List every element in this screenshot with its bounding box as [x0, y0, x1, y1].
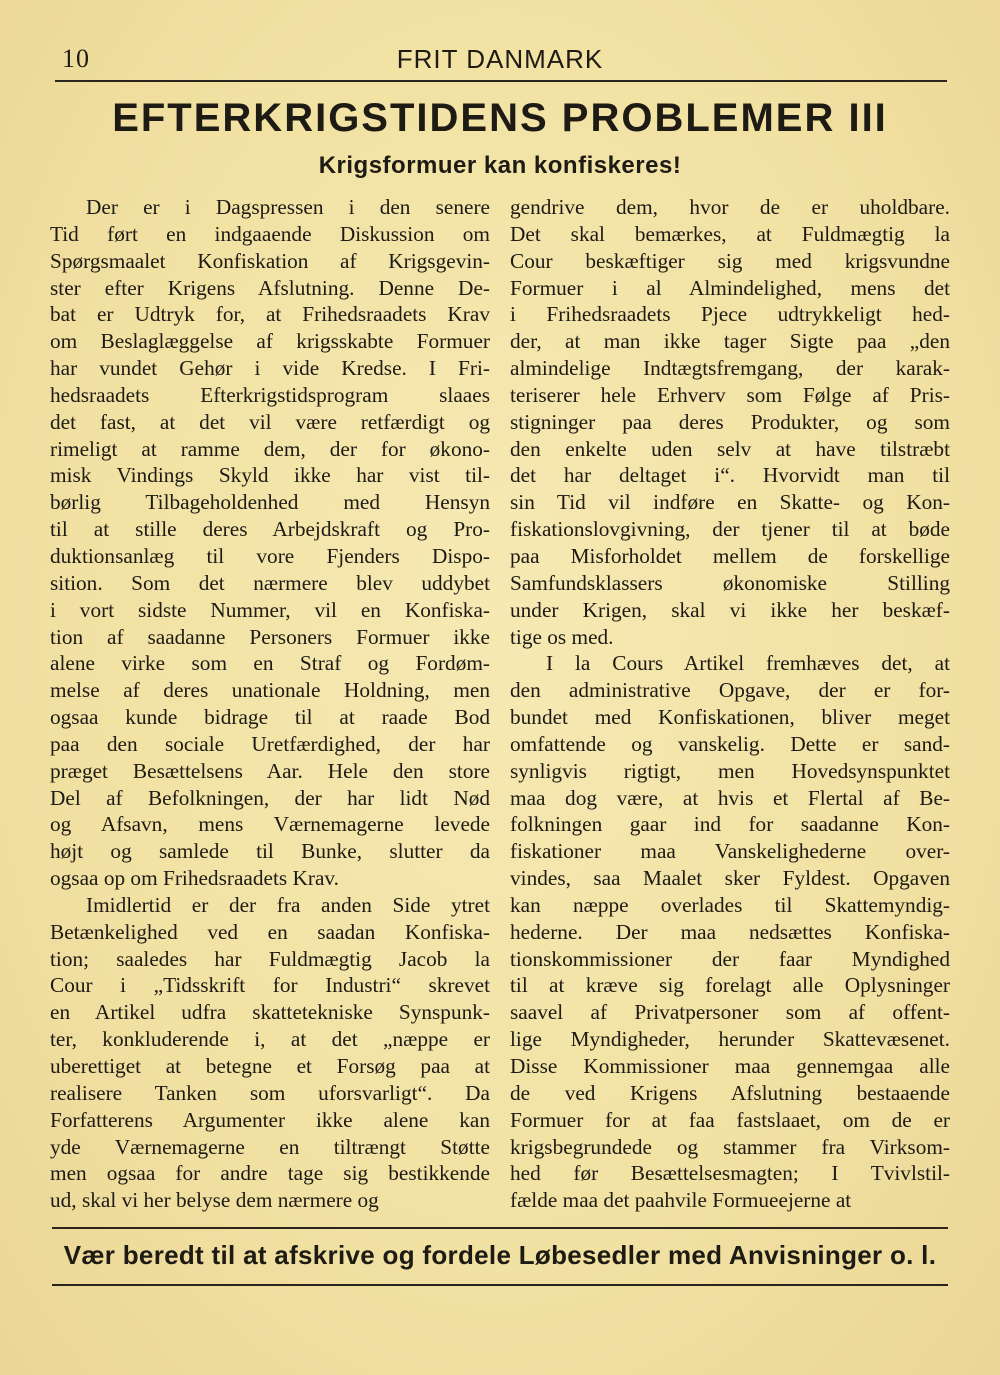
- text-line: i vort sidste Nummer, vil en Konfiska-: [50, 597, 490, 622]
- text-line: præget Besættelsens Aar. Hele den store: [50, 758, 490, 783]
- text-line: under Krigen, skal vi ikke her beskæf-: [510, 597, 950, 622]
- text-line: børlig Tilbageholdenhed med Hensyn: [50, 490, 490, 515]
- text-line: Samfundsklassers økonomiske Stilling: [510, 570, 950, 595]
- text-line: ogsaa kunde bidrage til at raade Bod: [50, 705, 490, 730]
- text-line: hedsraadets Efterkrigstidsprogram slaaes: [50, 382, 490, 407]
- text-line: Disse Kommissioner maa gennemgaa alle: [510, 1054, 950, 1078]
- text-line: har vundet Gehør i vide Kredse. I Fri-: [50, 356, 490, 381]
- text-line: melse af deres unationale Holdning, men: [50, 678, 490, 703]
- text-line: ter, konkluderende i, at det „næppe er: [50, 1027, 490, 1052]
- header-rule: [55, 80, 947, 82]
- text-line: tige os med.: [510, 624, 614, 649]
- text-line: til at kræve sig forelagt alle Oplysninger: [510, 973, 950, 998]
- text-line: Cour i „Tidsskrift for Industri“ skrevet: [50, 973, 490, 998]
- text-line: Imidlertid er der fra anden Side ytret: [86, 892, 490, 917]
- text-line: ster efter Krigens Afslutning. Denne De-: [50, 275, 490, 300]
- text-line: hederne. Der maa nedsættes Konfiska-: [510, 919, 950, 944]
- text-line: bundet med Konfiskationen, bliver meget: [510, 705, 950, 730]
- text-line: men ogsaa for andre tage sig bestikkende: [50, 1161, 490, 1186]
- text-line: sin Tid vil indføre en Skatte- og Kon-: [510, 490, 950, 515]
- text-line: ogsaa op om Frihedsraadets Krav.: [50, 866, 340, 891]
- text-line: det har deltaget i“. Hvorvidt man til: [510, 463, 950, 488]
- text-line: Tid ført en indgaaende Diskussion om: [50, 221, 490, 246]
- text-line: tion; saaledes har Fuldmægtig Jacob la: [50, 946, 490, 971]
- text-line: fælde maa det paahvile Formueejerne at: [510, 1188, 852, 1213]
- text-line: tionskommissioner der faar Myndighed: [510, 946, 950, 971]
- footer-rule: [52, 1227, 948, 1229]
- text-line: paa den sociale Uretfærdighed, der har: [50, 731, 490, 756]
- text-line: misk Vindings Skyld ikke har vist til-: [50, 463, 490, 488]
- text-line: duktionsanlæg til vore Fjenders Dispo-: [50, 543, 490, 568]
- text-line: vindes, saa Maalet sker Fyldest. Opgaven: [510, 866, 950, 891]
- text-line: den administrative Opgave, der er for-: [510, 678, 950, 703]
- text-line: Spørgsmaalet Konfiskation af Krigsgevin-: [50, 248, 490, 273]
- text-line: en Artikel udfra skattetekniske Synspunk-: [50, 1000, 490, 1025]
- text-line: sition. Som det nærmere blev uddybet: [50, 570, 490, 595]
- text-line: paa Misforholdet mellem de forskellige: [510, 543, 950, 568]
- text-line: stigninger paa deres Produkter, og som: [510, 409, 950, 434]
- text-line: lige Myndigheder, herunder Skattevæsenet.: [510, 1027, 950, 1052]
- text-line: i Frihedsraadets Pjece udtrykkeligt hed-: [510, 302, 950, 327]
- text-line: de ved Krigens Afslutning bestaaende: [510, 1080, 950, 1105]
- text-line: Cour beskæftiger sig med krigsvundne: [510, 248, 950, 273]
- text-line: Det skal bemærkes, at Fuldmægtig la: [510, 221, 950, 246]
- text-line: tion af saadanne Personers Formuer ikke: [50, 624, 490, 649]
- text-line: rimeligt at ramme dem, der for økono-: [50, 436, 490, 461]
- text-line: fiskationer maa Vanskelighederne over-: [510, 839, 950, 864]
- text-line: omfattende og vanskelig. Dette er sand-: [510, 731, 950, 756]
- text-line: og Afsavn, mens Værnemagerne levede: [50, 812, 490, 837]
- text-line: realisere Tanken som uforsvarligt“. Da: [50, 1080, 490, 1105]
- footer-rule-bottom: [52, 1284, 948, 1286]
- text-line: maa dog være, at hvis et Flertal af Be-: [510, 785, 950, 810]
- text-line: yde Værnemagerne en tiltrængt Støtte: [50, 1134, 490, 1159]
- text-line: den enkelte uden selv at have tilstræbt: [510, 436, 950, 461]
- text-line: krigsbegrundede og stammer fra Virksom-: [510, 1134, 950, 1159]
- text-column-left: [50, 194, 490, 1214]
- text-line: Del af Befolkningen, der har lidt Nød: [50, 785, 490, 810]
- text-line: Formuer i al Almindelighed, mens det: [510, 275, 950, 300]
- text-line: Betænkelighed ved en saadan Konfiska-: [50, 919, 490, 944]
- footer-slogan: Vær beredt til at afskrive og fordele Løbesedler med Anvisninger o. l.: [63, 1240, 937, 1270]
- text-line: gendrive dem, hvor de er uholdbare.: [510, 195, 950, 219]
- text-line: der, at man ikke tager Sigte paa „den: [510, 329, 950, 354]
- text-line: hed før Besættelsesmagten; I Tvivlstil-: [510, 1161, 950, 1186]
- text-line: højt og samlede til Bunke, slutter da: [50, 839, 490, 864]
- text-line: alene virke som en Straf og Fordøm-: [50, 651, 490, 676]
- page-number: 10: [62, 44, 90, 73]
- text-line: til at stille deres Arbejdskraft og Pro-: [50, 517, 490, 542]
- text-line: saavel af Privatpersoner som af offent-: [510, 1000, 950, 1025]
- text-column-right: [510, 194, 950, 1214]
- text-line: Forfatterens Argumenter ikke alene kan: [50, 1107, 490, 1132]
- article-title: EFTERKRIGSTIDENS PROBLEMER III: [112, 96, 888, 140]
- text-line: det fast, at det vil være retfærdigt og: [50, 409, 490, 434]
- text-line: fiskationslovgivning, der tjener til at bøde: [510, 517, 950, 542]
- text-line: I la Cours Artikel fremhæves det, at: [546, 651, 950, 676]
- text-line: uberettiget at betegne et Forsøg paa at: [50, 1054, 490, 1078]
- text-line: teriserer hele Erhverv som Følge af Pris-: [510, 382, 950, 407]
- text-line: om Beslaglæggelse af krigsskabte Formuer: [50, 329, 490, 354]
- text-line: folkningen gaar ind for saadanne Kon-: [510, 812, 950, 837]
- text-line: Formuer for at faa fastslaaet, om de er: [510, 1107, 950, 1132]
- article-subtitle: Krigsformuer kan konfiskeres!: [318, 152, 682, 179]
- text-line: bat er Udtryk for, at Frihedsraadets Krav: [50, 302, 490, 327]
- text-line: kan næppe overlades til Skattemyndig-: [510, 892, 950, 917]
- text-line: almindelige Indtægtsfremgang, der karak-: [510, 356, 950, 381]
- text-line: synligvis rigtigt, men Hovedsynspunktet: [510, 758, 950, 783]
- article-body: [50, 194, 950, 1214]
- text-line: ud, skal vi her belyse dem nærmere og: [50, 1188, 379, 1213]
- text-line: Der er i Dagspressen i den senere: [86, 195, 490, 219]
- running-head: FRIT DANMARK: [396, 44, 604, 74]
